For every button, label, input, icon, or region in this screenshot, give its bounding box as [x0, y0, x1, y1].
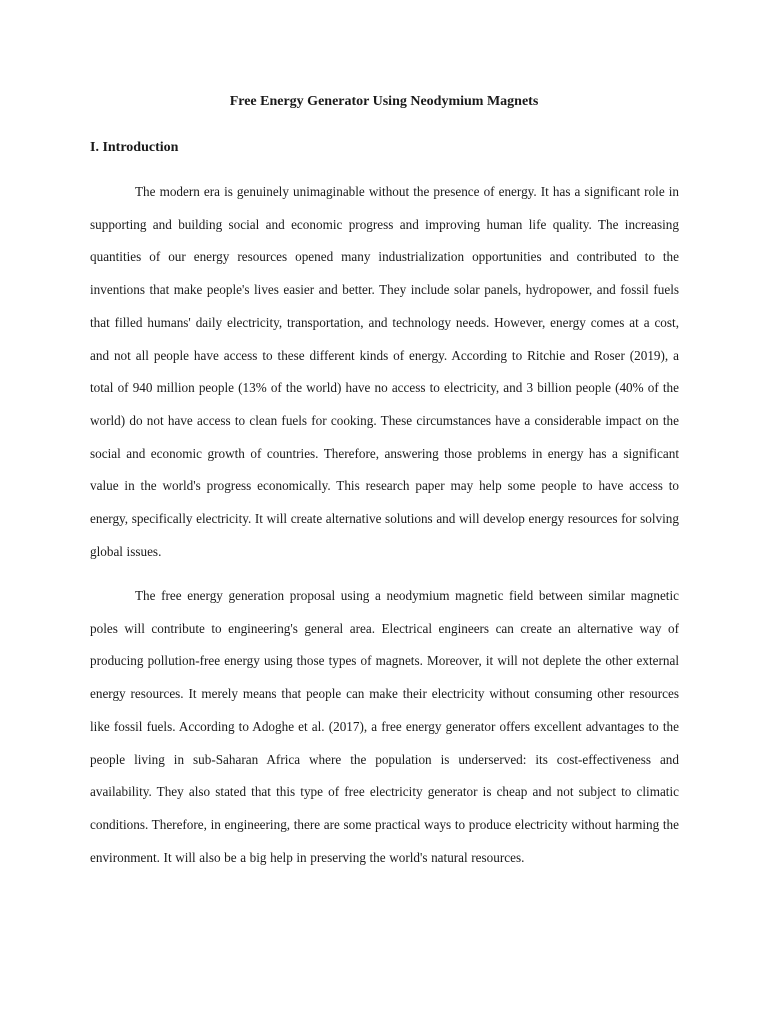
paragraph-1: The modern era is genuinely unimaginable without the presence of energy. It has a significant role in supporting and building social and economic progress and improving human life quality. The increasing quantities of our energy resources opened many industrialization opportunities and contributed to the inventions that make people's lives easier and better. They include solar panels, hydropower, and fossil fuels that filled humans' daily electricity, transportation, and technology needs. However, energy comes at a cost, and not all people have access to these different kinds of energy. According to Ritchie and Roser (2019), a total of 940 million people (13% of the world) have no access to electricity, and 3 billion people (40% of the world) do not have access to clean fuels for cooking. These circumstances have a considerable impact on the social and economic growth of countries. Therefore, answering those problems in energy has a significant value in the world's progress economically. This research paper may help some people to have access to energy, specifically electricity. It will create alternative solutions and will develop energy resources for solving global issues. [90, 184, 679, 559]
paragraph-2: The free energy generation proposal using a neodymium magnetic field between similar magnetic poles will contribute to engineering's general area. Electrical engineers can create an alternative way of producing pollution-free energy using those types of magnets. Moreover, it will not deplete the other external energy resources. It merely means that people can make their electricity without consuming other resources like fossil fuels. According to Adoghe et al. (2017), a free energy generator offers excellent advantages to the people living in sub-Saharan Africa where the population is underserved: its cost-effectiveness and availability. They also stated that this type of free electricity generator is cheap and not subject to climatic conditions. Therefore, in engineering, there are some practical ways to produce electricity without harming the environment. It will also be a big help in preserving the world's natural resources. [90, 588, 679, 865]
section-heading: I. Introduction [90, 140, 179, 155]
document-title: Free Energy Generator Using Neodymium Magnets [229, 94, 539, 109]
